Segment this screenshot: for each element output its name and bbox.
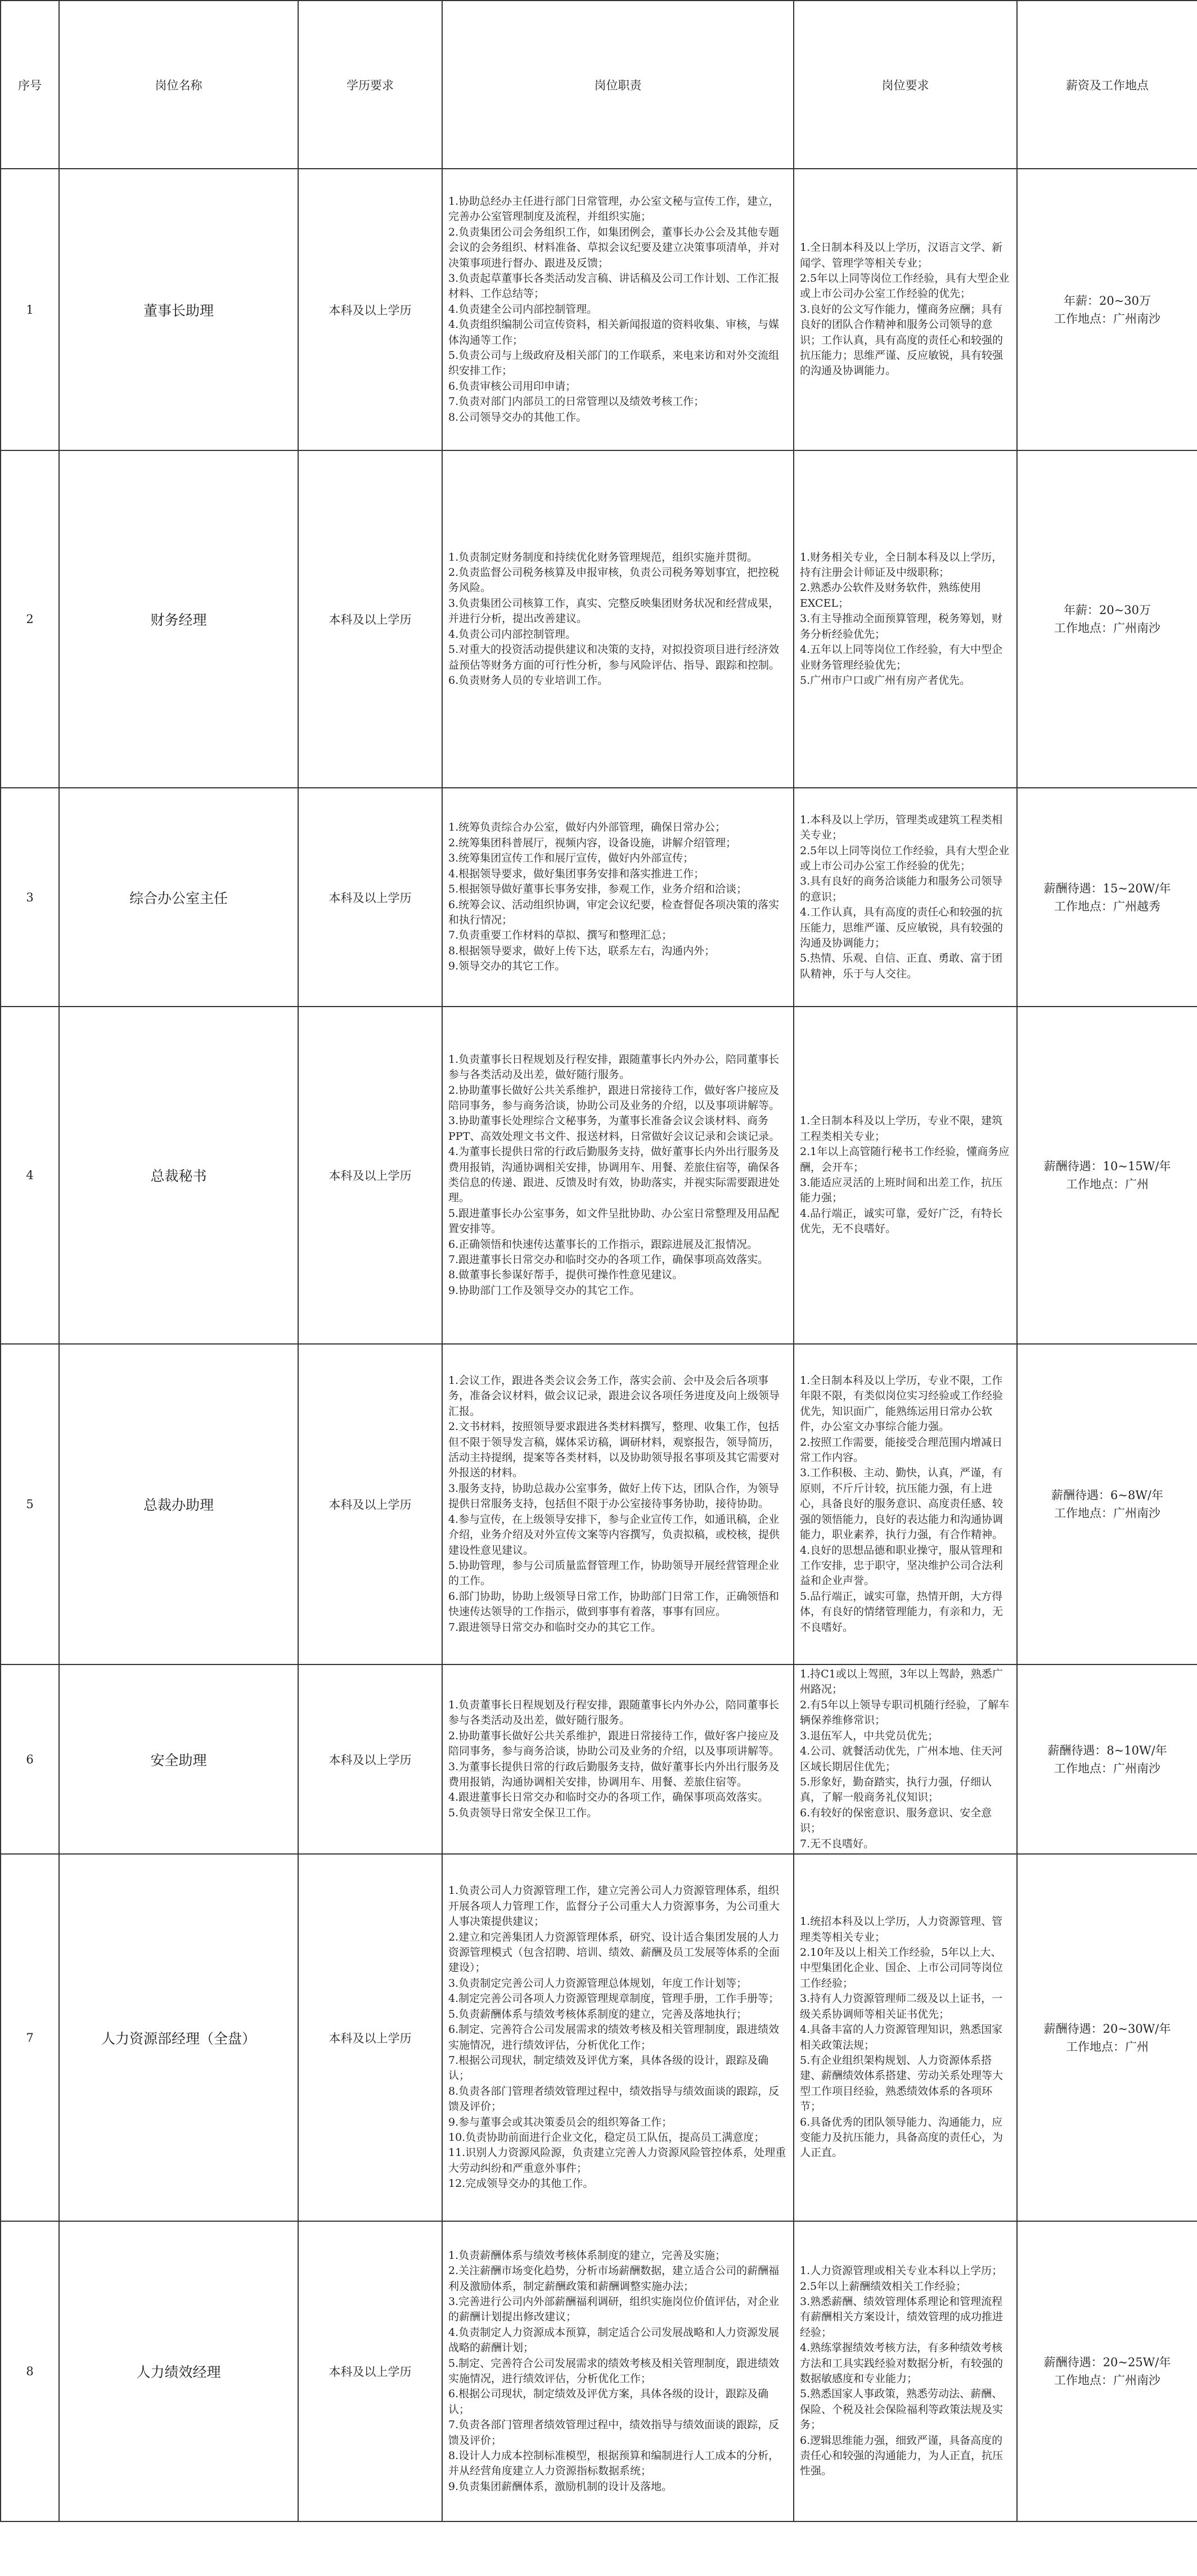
row-no: 8: [1, 2221, 59, 2521]
job-title: 董事长助理: [59, 169, 298, 450]
requirements-text: 1.本科及以上学历，管理类或建筑工程类相关专业； 2.5年以上同等岗位工作经验，具有大型企业或上市公司办公室工作经验的优先； 3.具有良好的商务洽谈能力和服务公司领导的意识； 4.工作认真，具有高度的责任心和较强的抗压能力，思维严谨、反应敏锐，具有较强的沟通及协调能力； 5.热情、乐观、自信、正直、勇敢、富于团队精神，乐于与人交往。: [794, 788, 1017, 1007]
header-reqs: 岗位要求: [794, 1, 1017, 169]
salary-text: 薪酬待遇：15~20W/年: [1043, 881, 1171, 895]
salary-text: 薪酬待遇：10~15W/年: [1043, 1160, 1171, 1173]
row-no: 5: [1, 1344, 59, 1664]
job-title: 总裁办助理: [59, 1344, 298, 1664]
education: 本科及以上学历: [298, 788, 442, 1007]
location-text: 工作地点：广州南沙: [1054, 1506, 1160, 1520]
requirements-text: 1.统招本科及以上学历，人力资源管理、管理类等相关专业； 2.10年及以上相关工作经验，5年以上大、中型集团化企业、国企、上市公司同等岗位工作经验； 3.持有人力资源管理师二级及以上证书，一级关系协调师等相关证书优先； 4.具备丰富的人力资源管理知识，熟悉国家相关政策法规； 5.有企业组织架构规划、人力资源体系搭建、薪酬绩效体系搭建、劳动关系处理等大型工作项目经验，熟悉绩效体系的各项环节； 6.具备优秀的团队领导能力、沟通能力，应变能力及抗压能力，具备高度的责任心，为人正直。: [794, 1854, 1017, 2221]
salary-text: 薪酬待遇：6~8W/年: [1051, 1488, 1163, 1502]
duties-text: 1.协助总经办主任进行部门日常管理，办公室文秘与宣传工作，建立，完善办公室管理制度及流程，并组织实施； 2.负责集团公司会务组织工作，如集团例会，董事长办公会及其他专题会议的会务组织、材料准备、草拟会议纪要及建立决策事项清单，并对决策事项进行督办、跟进及反馈； 3.负责起草董事长各类活动发言稿、讲话稿及公司工作计划、工作汇报材料、工作总结等； 4.负责建全公司内部控制管理。 4.负责组织编制公司宣传资料，相关新闻报道的资料收集、审核，与媒体沟通等工作； 5.负责公司与上级政府及相关部门的工作联系，来电来访和对外交流组织安排工作； 6.负责审核公司用印申请； 7.负责对部门内部员工的日常管理以及绩效考核工作； 8.公司领导交办的其他工作。: [442, 169, 794, 450]
job-title: 财务经理: [59, 450, 298, 788]
table-row: [1, 169, 1197, 450]
salary-cell: [1017, 1344, 1197, 1664]
salary-text: 薪酬待遇：20~30W/年: [1043, 2022, 1171, 2036]
header-duties: 岗位职责: [442, 1, 794, 169]
requirements-text: 1.全日制本科及以上学历，专业不限，工作年限不限，有类似岗位实习经验或工作经验优先，知识面广，能熟练运用日常办公软件，办公室文办事综合能力强。 2.按照工作需要，能接受合理范围内增减日常工作内容。 3.工作积极、主动、勤快，认真，严谨，有原则，不斤斤计较，抗压能力强，有上进心，具备良好的服务意识、高度责任感、较强的领悟能力，良好的表达能力和沟通协调能力，职业素养，执行力强，有合作精神。 4.良好的思想品德和职业操守，服从管理和工作安排，忠于职守，坚决维护公司合法利益和企业声誉。 5.品行端正，诚实可靠，热情开朗，大方得体，有良好的情绪管理能力，有亲和力，无不良嗜好。: [794, 1344, 1017, 1664]
job-title: 综合办公室主任: [59, 788, 298, 1007]
duties-text: 1.负责董事长日程规划及行程安排，跟随董事长内外办公，陪同董事长参与各类活动及出差，做好随行服务。 2.协助董事长做好公共关系维护，跟进日常接待工作，做好客户接应及陪同事务，参与商务洽谈，协助公司及业务的介绍，以及事项讲解等。 3.协助董事长处理综合文秘事务，为董事长准备会议会谈材料、商务PPT、高效处理文书文件、报送材料，日常做好会议记录和会谈记录。 4.为董事长提供日常的行政后勤服务支持，做好董事长内外出行服务及费用报销，沟通协调相关安排，协调用车、用餐、差旅住宿等，确保各类信息的传递、跟进、反馈及时有效，协助落实，并视实际需要跟进处理。 5.跟进董事长办公室事务，如文件呈批协助、办公室日常整理及用品配置安排等。 6.正确领悟和快速传达董事长的工作指示，跟踪进展及汇报情况。 7.跟进董事长日常交办和临时交办的各项工作，确保事项高效落实。 8.做董事长参谋好帮手，提供可操作性意见建议。 9.协助部门工作及领导交办的其它工作。: [442, 1007, 794, 1344]
duties-text: 1.会议工作，跟进各类会议会务工作，落实会前、会中及会后各项事务，准备会议材料，做会议记录，跟进会议各项任务进度及向上级领导汇报。 2.文书材料，按照领导要求跟进各类材料撰写，整理、收集工作，包括但不限于领导发言稿，媒体采访稿，调研材料，观察报告，领导简历，活动主持提纲，提案等各类材料，以及协助领导报名事项及其它需要对外报送的材料。 3.服务支持，协助总裁办公室事务，做好上传下达，团队合作，为领导提供日常服务支持，包括但不限于办公室接待事务协助，接待协助。 4.参与宣传，在上级领导安排下，参与企业宣传工作，如通讯稿，企业介绍，业务介绍及对外宣传文案等内容撰写，负责拟稿，或校核，提供建设性意见建议。 5.协助管理，参与公司质量监督管理工作，协助领导开展经营管理企业的工作。 6.部门协助，协助上级领导日常工作，协助部门日常工作，正确领悟和快速传达领导的工作指示，做到事事有着落，事事有回应。 7.跟进领导日常交办和临时交办的其它工作。: [442, 1344, 794, 1664]
header-name: 岗位名称: [59, 1, 298, 169]
salary-text: 年薪：20~30万: [1063, 294, 1151, 308]
header-no: 序号: [1, 1, 59, 169]
requirements-text: 1.人力资源管理或相关专业本科以上学历； 2.5年以上薪酬绩效相关工作经验； 3.熟悉薪酬、绩效管理体系理论和管理流程有薪酬相关方案设计，绩效管理的成功推进经验； 4.熟练掌握绩效考核方法，有多种绩效考核方法和工具实践经验对数据分析，有较强的数据敏感度和专业能力； 5.熟悉国家人事政策，熟悉劳动法、薪酬、保险、个税及社会保险福利等政策法规及实务； 6.逻辑思维能力强，细致严谨，具备高度的责任心和较强的沟通能力，为人正直，抗压性强。: [794, 2221, 1017, 2521]
job-title: 人力绩效经理: [59, 2221, 298, 2521]
header-row: [1, 1, 1197, 169]
row-no: 3: [1, 788, 59, 1007]
location-text: 工作地点：广州南沙: [1054, 621, 1160, 635]
location-text: 工作地点：广州: [1066, 2040, 1149, 2054]
education: 本科及以上学历: [298, 1664, 442, 1854]
salary-text: 薪酬待遇：20~25W/年: [1043, 2356, 1171, 2369]
education: 本科及以上学历: [298, 1344, 442, 1664]
location-text: 工作地点：广州南沙: [1054, 312, 1160, 326]
duties-text: 1.统筹负责综合办公室，做好内外部管理，确保日常办公； 2.统筹集团科普展厅，视频内容，设备设施，讲解介绍管理； 3.统筹集团宣传工作和展厅宣传，做好内外部宣传； 4.根据领导要求，做好集团事务安排和落实推进工作； 5.根据领导做好董事长事务安排，参观工作，业务介绍和洽谈； 6.统筹会议、活动组织协调，审定会议纪要，检查督促各项决策的落实和执行情况； 7.负责重要工作材料的草拟、撰写和整理汇总； 8.根据领导要求，做好上传下达，联系左右，沟通内外； 9.领导交办的其它工作。: [442, 788, 794, 1007]
salary-cell: [1017, 788, 1197, 1007]
requirements-text: 1.全日制本科及以上学历，专业不限，建筑工程类相关专业； 2.1年以上高管随行秘书工作经验，懂商务应酬，会开车； 3.能适应灵活的上班时间和出差工作，抗压能力强； 4.品行端正，诚实可靠，爱好广泛，有特长优先，无不良嗜好。: [794, 1007, 1017, 1344]
row-no: 6: [1, 1664, 59, 1854]
duties-text: 1.负责薪酬体系与绩效考核体系制度的建立，完善及实施； 2.关注薪酬市场变化趋势，分析市场薪酬数据，建立适合公司的薪酬福利及激励体系，制定薪酬政策和薪酬调整实施办法； 3.完善进行公司内外部薪酬福利调研，组织实施岗位价值评估，对企业的薪酬计划提出修改建议； 4.负责制定人力资源成本预算，制定适合公司发展战略和人力资源发展战略的薪酬计划； 5.制定、完善符合公司发展需求的绩效考核及相关管理制度，跟进绩效实施情况，进行绩效评估，分析优化工作； 6.根据公司现状，制定绩效及评优方案，具体各级的设计，跟踪及确认； 7.负责各部门管理者绩效管理过程中，绩效指导与绩效面谈的跟踪，反馈及评价； 8.设计人力成本控制标准模型，根据预算和编制进行人工成本的分析，并从经营角度建立人力资源指标数据系统； 9.负责集团薪酬体系，激励机制的设计及落地。: [442, 2221, 794, 2521]
job-title: 安全助理: [59, 1664, 298, 1854]
table-row: [1, 2221, 1197, 2521]
location-text: 工作地点：广州: [1066, 1178, 1149, 1191]
requirements-text: 1.财务相关专业，全日制本科及以上学历，持有注册会计师证及中级职称； 2.熟悉办公软件及财务软件，熟练使用EXCEL； 3.有主导推动全面预算管理，税务筹划，财务分析经验优先； 4.五年以上同等岗位工作经验，有大中型企业财务管理经验优先； 5.广州市户口或广州有房产者优先。: [794, 450, 1017, 788]
row-no: 4: [1, 1007, 59, 1344]
requirements-text: 1.持C1或以上驾照，3年以上驾龄，熟悉广州路况； 2.有5年以上领导专职司机随行经验，了解车辆保养维修常识； 3.退伍军人，中共党员优先； 4.公司、就餐活动优先，广州本地、住天河区域长期居住优先； 5.形象好，勤奋踏实，执行力强，仔细认真，了解一般商务礼仪知识； 6.有较好的保密意识、服务意识、安全意识； 7.无不良嗜好。: [794, 1664, 1017, 1854]
job-title: 人力资源部经理（全盘）: [59, 1854, 298, 2221]
education: 本科及以上学历: [298, 2221, 442, 2521]
header-edu: 学历要求: [298, 1, 442, 169]
duties-text: 1.负责董事长日程规划及行程安排，跟随董事长内外办公，陪同董事长参与各类活动及出差，做好随行服务。 2.协助董事长做好公共关系维护，跟进日常接待工作，做好客户接应及陪同事务，参与商务洽谈，协助公司及业务的介绍，以及事项讲解等。 3.为董事长提供日常的行政后勤服务支持，做好董事长内外出行服务及费用报销，沟通协调相关安排，协调用车、用餐、差旅住宿等。 4.跟进董事长日常交办和临时交办的各项工作，确保事项高效落实。 5.负责领导日常安全保卫工作。: [442, 1664, 794, 1854]
salary-cell: [1017, 169, 1197, 450]
education: 本科及以上学历: [298, 1854, 442, 2221]
job-title: 总裁秘书: [59, 1007, 298, 1344]
table-row: [1, 788, 1197, 1007]
duties-text: 1.负责制定财务制度和持续优化财务管理规范，组织实施并贯彻。 2.负责监督公司税务核算及申报审核，负责公司税务筹划事宜，把控税务风险。 3.负责集团公司核算工作，真实、完整反映集团财务状况和经营成果，并进行分析，提出改善建议。 4.负责公司内部控制管理。 5.对重大的投资活动提供建议和决策的支持，对拟投资项目进行经济效益预估等财务方面的可行性分析，参与风险评估、指导、跟踪和控制。 6.负责财务人员的专业培训工作。: [442, 450, 794, 788]
salary-cell: [1017, 1854, 1197, 2221]
requirements-text: 1.全日制本科及以上学历，汉语言文学、新闻学、管理学等相关专业； 2.5年以上同等岗位工作经验，具有大型企业或上市公司办公室工作经验的优先； 3.良好的公文写作能力，懂商务应酬；具有良好的团队合作精神和服务公司领导的意识；工作认真，具有高度的责任心和较强的抗压能力；思维严谨、反应敏锐，具有较强的沟通及协调能力。: [794, 169, 1017, 450]
salary-cell: [1017, 2221, 1197, 2521]
location-text: 工作地点：广州越秀: [1054, 899, 1160, 913]
row-no: 7: [1, 1854, 59, 2221]
header-salary: 薪资及工作地点: [1017, 1, 1197, 169]
duties-text: 1.负责公司人力资源管理工作，建立完善公司人力资源管理体系，组织开展各项人力管理工作，监督分子公司重大人力资源事务，为公司重大人事决策提供建议； 2.建立和完善集团人力资源管理体系，研究、设计适合集团发展的人力资源管理模式（包含招聘、培训、绩效、薪酬及员工发展等体系的全面建设）； 3.负责制定完善公司人力资源管理总体规划，年度工作计划等； 4.制定完善公司各项人力资源管理规章制度，管理手册，工作手册等； 5.负责薪酬体系与绩效考核体系制度的建立，完善及落地执行； 6.制定、完善符合公司发展需求的绩效考核及相关管理制度，跟进绩效实施情况，进行绩效评估，分析优化工作； 7.根据公司现状，制定绩效及评优方案，具体各级的设计，跟踪及确认； 8.负责各部门管理者绩效管理过程中，绩效指导与绩效面谈的跟踪，反馈及评价； 9.参与董事会或其决策委员会的组织筹备工作； 10.负责协助前面进行企业文化，稳定员工队伍，提高员工满意度； 11.识别人力资源风险源，负责建立完善人力资源风险管控体系，处理重大劳动纠纷和严重意外事件； 12.完成领导交办的其他工作。: [442, 1854, 794, 2221]
location-text: 工作地点：广州南沙: [1054, 2374, 1160, 2387]
education: 本科及以上学历: [298, 1007, 442, 1344]
row-no: 2: [1, 450, 59, 788]
salary-text: 薪酬待遇：8~10W/年: [1047, 1743, 1167, 1757]
education: 本科及以上学历: [298, 169, 442, 450]
row-no: 1: [1, 169, 59, 450]
table-row: [1, 1664, 1197, 1854]
salary-cell: [1017, 1664, 1197, 1854]
table-row: [1, 1854, 1197, 2221]
salary-cell: [1017, 450, 1197, 788]
education: 本科及以上学历: [298, 450, 442, 788]
table-row: [1, 1007, 1197, 1344]
salary-cell: [1017, 1007, 1197, 1344]
salary-text: 年薪：20~30万: [1063, 603, 1151, 617]
location-text: 工作地点：广州南沙: [1054, 1761, 1160, 1775]
table-row: [1, 450, 1197, 788]
table-row: [1, 1344, 1197, 1664]
